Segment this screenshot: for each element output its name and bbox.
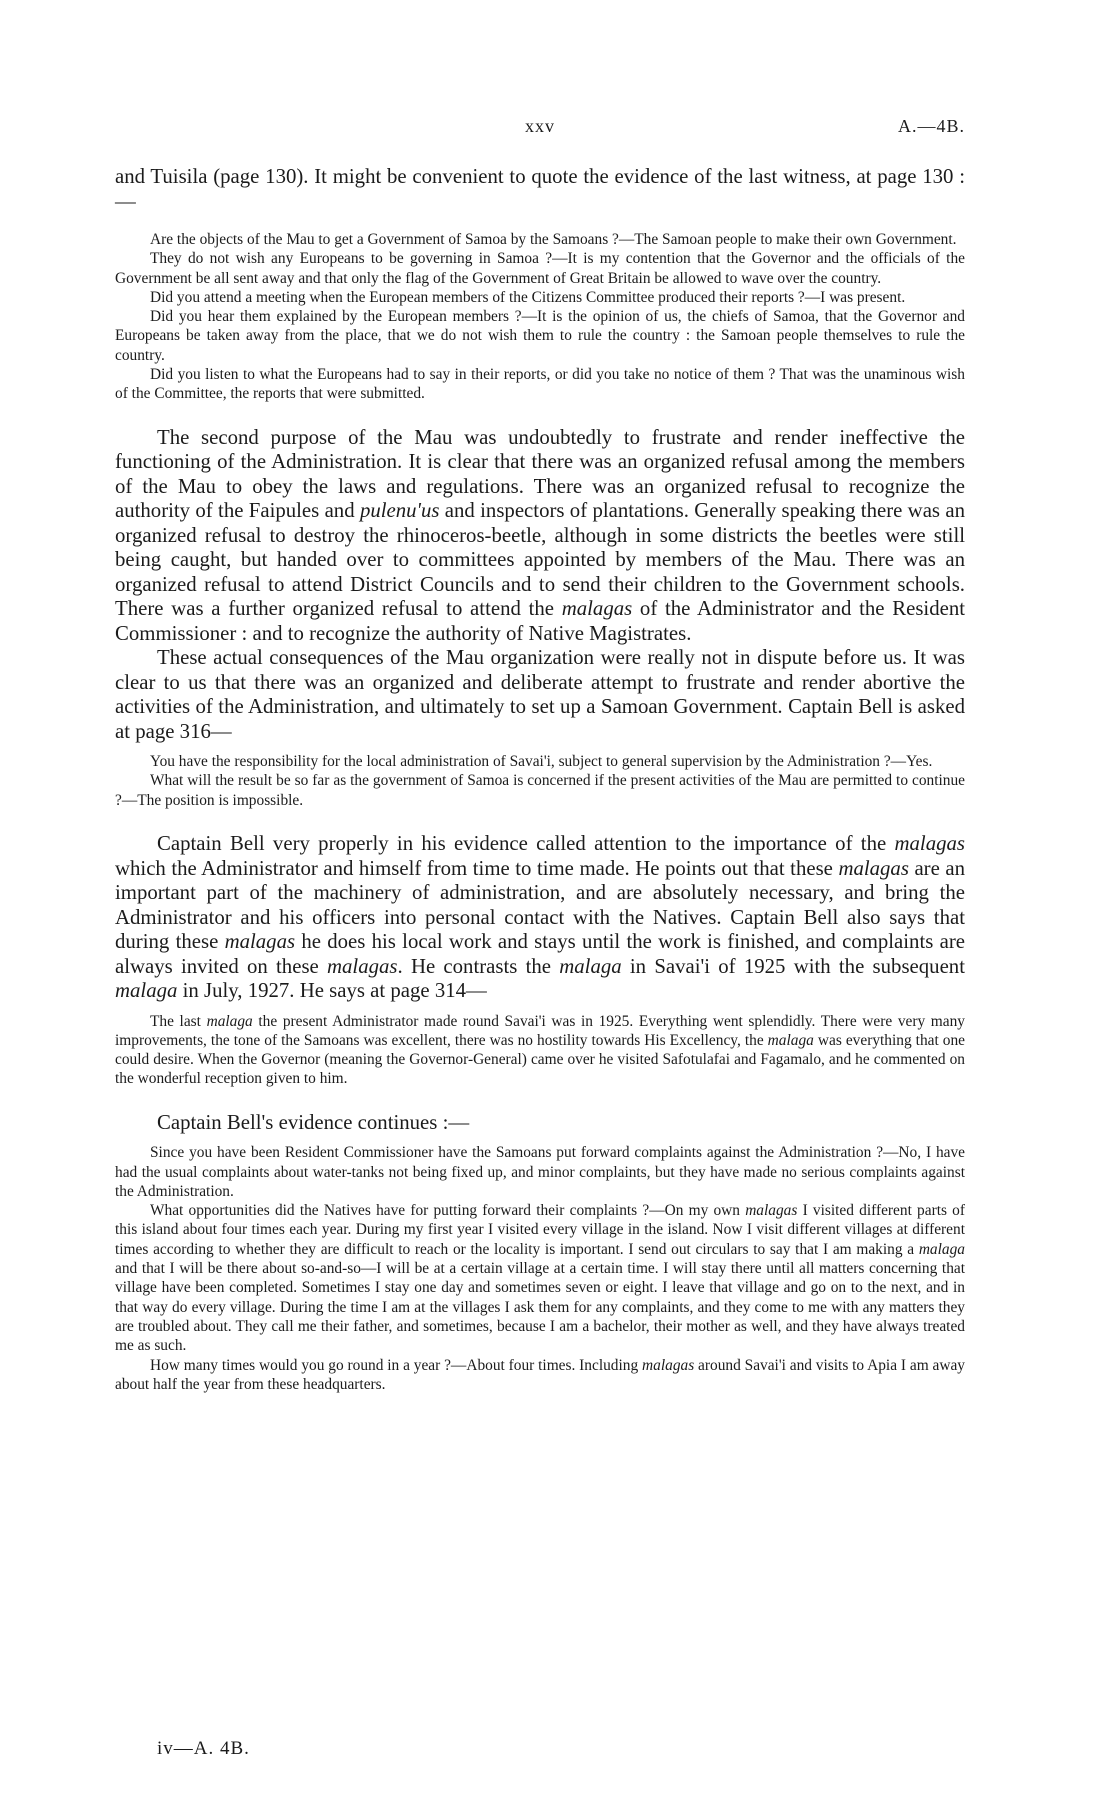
quote-line: Did you attend a meeting when the European members of the Citizens Committee produced their reports ?—I was present. (150, 288, 906, 306)
quote-line: Are the objects of the Mau to get a Government of Samoa by the Samoans ?—The Samoan people to make their own Government. (150, 231, 957, 248)
quote-block-witness (115, 230, 965, 404)
page-content (115, 165, 965, 1394)
paragraph-consequences: These actual consequences of the Mau organization were really not in dispute before us. It was clear to us that there was an organized and deliberate attempt to frustrate and render abortive the activities of the Administration, and ultimately to set up a Samoan Government. Captain Bell is asked at page 316— (115, 646, 965, 743)
quote-line: What opportunities did the Natives have for putting forward their complaints ?—On my own malagas I visited different parts of this island about four times each year. During my first year I visited every village in the island. Now I visit different villages at different times according to whether they are difficult to reach or the locality is important. I send out circulars to say that I am making a malaga and that I will be there about so-and-so—I will be at a certain village at a certain time. I will stay there until all matters concerning that village have been completed. Sometimes I stay one day and sometimes seven or eight. I leave that village and go on to the next, and in that way do every village. During the time I am at the villages I ask them for any complaints, and they come to me with any matters they are troubled about. They call me their father, and sometimes, because I am a bachelor, their mother as well, and they have always treated me as such. (115, 1202, 965, 1355)
page-header (115, 116, 965, 140)
quote-line: You have the responsibility for the local administration of Savai'i, subject to general supervision by the Administration ?—Yes. (150, 753, 933, 771)
quote-block-bell-continued (115, 1143, 965, 1394)
quote-line: They do not wish any Europeans to be governing in Samoa ?—It is my contention that the Governor and the officials of the Government be all sent away and that only the flag of the Government of Great Britain be allowed to wave over the country. (115, 250, 965, 287)
quote-line: Did you listen to what the Europeans had to say in their reports, or did you take no notice of them ? That was the unaminous wish of the Committee, the reports that were submitted. (115, 366, 965, 403)
quote-block-bell-316 (115, 752, 965, 810)
quote-line: What will the result be so far as the government of Samoa is concerned if the present activities of the Mau are permitted to continue ?—The position is impossible. (115, 772, 965, 809)
page-number: xxv (525, 116, 555, 136)
paragraph-intro: and Tuisila (page 130). It might be convenient to quote the evidence of the last witness, at page 130 :— (115, 165, 965, 213)
document-page (115, 0, 965, 1818)
quote-line: Since you have been Resident Commissioner have the Samoans put forward complaints against the Administration ?—No, I have had the usual complaints about water-tanks not being fixed up, and minor complaints, but they have made no serious complaints against the Administration. (115, 1144, 965, 1200)
quote-line: The last malaga the present Administrator made round Savai'i was in 1925. Everything went splendidly. There were very many improvements, the tone of the Samoans was excellent, there was no hostility towards His Excellency, the malaga was everything that one could desire. When the Governor (meaning the Governor-General) came over he visited Safotulafai and Fagamalo, and he commented on the wonderful reception given to him. (115, 1012, 965, 1088)
paragraph-evidence-continues: Captain Bell's evidence continues :— (157, 1110, 470, 1134)
paragraph-malagas: Captain Bell very properly in his evidence called attention to the importance of the malagas which the Administrator and himself from time to time made. He points out that these malagas are an important part of the machinery of administration, and are absolutely necessary, and bring the Administrator and his officers into personal contact with the Natives. Captain Bell also says that during these malagas he does his local work and stays until the work is finished, and complaints are always invited on these malagas. He contrasts the malaga in Savai'i of 1925 with the subsequent malaga in July, 1927. He says at page 314— (115, 832, 965, 1003)
paragraph-second-purpose: The second purpose of the Mau was undoubtedly to frustrate and render ineffective the functioning of the Administration. It is clear that there was an organized refusal among the members of the Mau to obey the laws and regulations. There was an organized refusal to recognize the authority of the Faipules and pulenu'us and inspectors of plantations. Generally speaking there was an organized refusal to destroy the rhinoceros-beetle, although in some districts the beetles were still being caught, but handed over to committees appointed by members of the Mau. There was an organized refusal to attend District Councils and to send their children to the Government schools. There was a further organized refusal to attend the malagas of the Administrator and the Resident Commissioner : and to recognize the authority of Native Magistrates. (115, 425, 965, 645)
document-reference: A.—4B. (897, 116, 965, 136)
quote-line: Did you hear them explained by the European members ?—It is the opinion of us, the chiefs of Samoa, that the Governor and Europeans be taken away from the place, that we do not wish them to rule the country : the Samoan people themselves to rule the country. (115, 308, 965, 364)
page-footer-signature: iv—A. 4B. (157, 1738, 250, 1759)
quote-block-bell-314 (115, 1012, 965, 1089)
quote-line: How many times would you go round in a year ?—About four times. Including malagas around Savai'i and visits to Apia I am away about half the year from these headquarters. (115, 1356, 965, 1393)
